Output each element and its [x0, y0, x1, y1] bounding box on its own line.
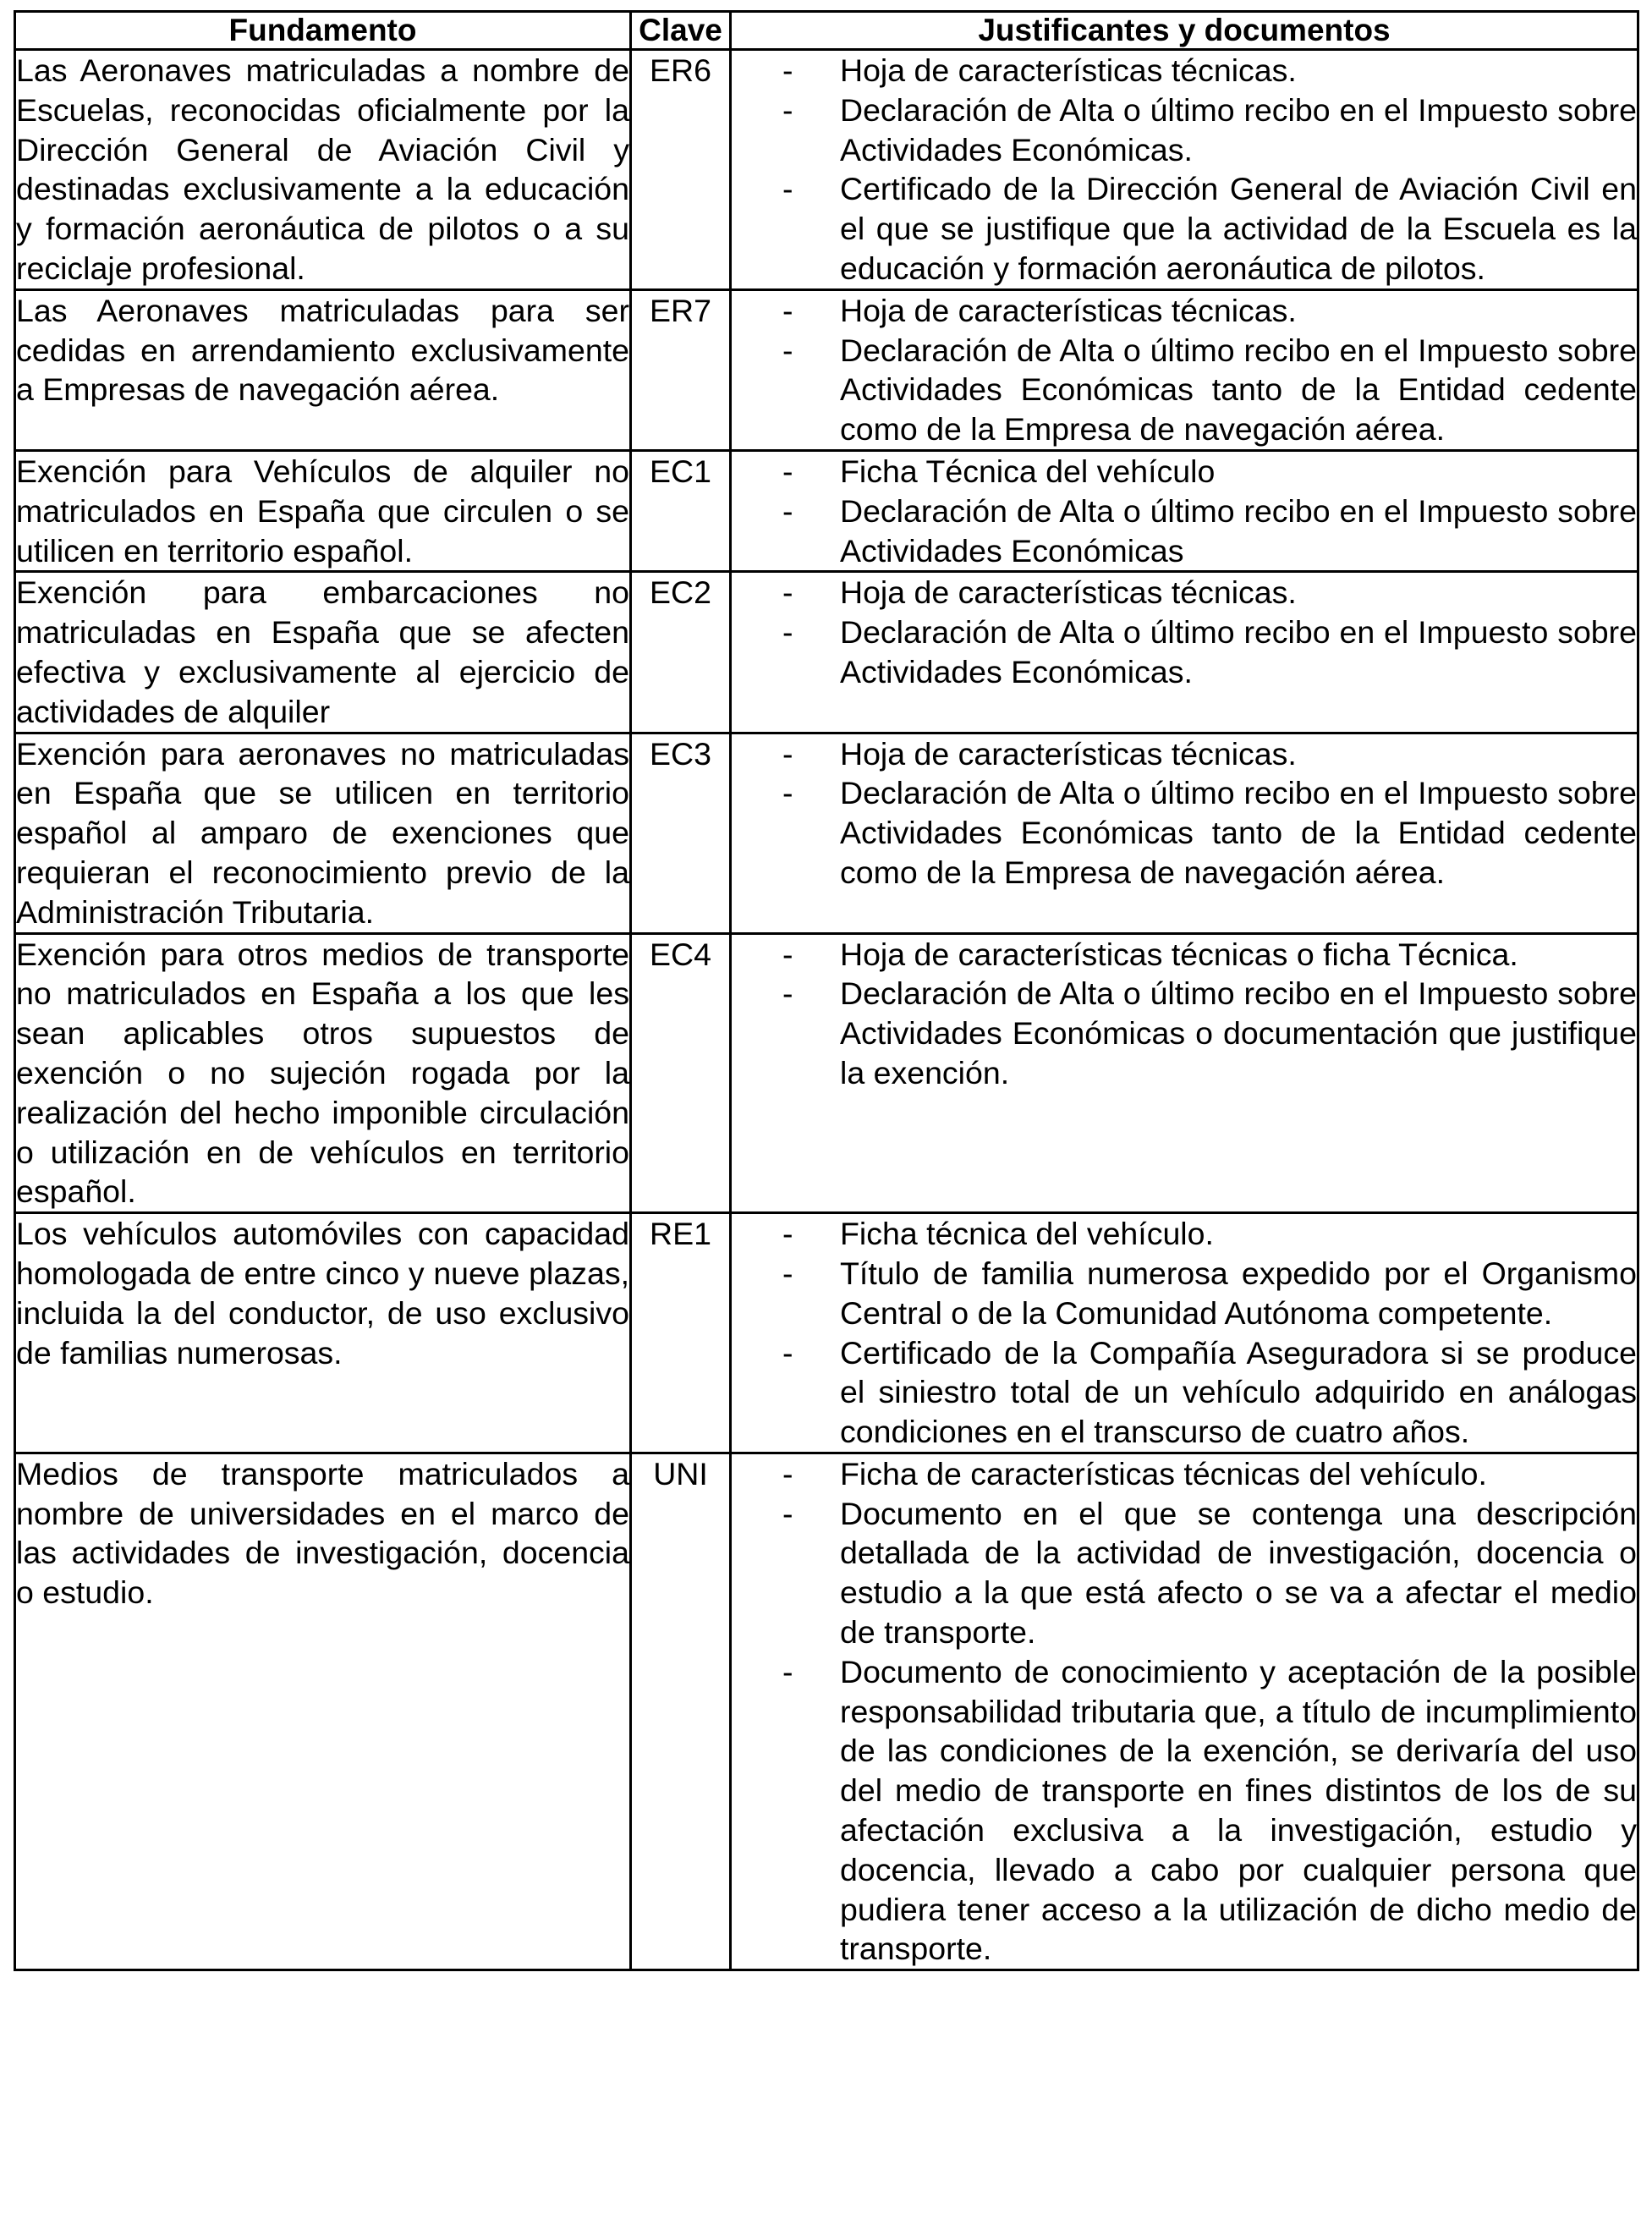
justificantes-cell — [731, 450, 1638, 571]
justificantes-cell — [731, 572, 1638, 733]
clave-cell: EC4 — [631, 933, 731, 1213]
justificantes-cell — [731, 1453, 1638, 1970]
justificantes-cell — [731, 50, 1638, 290]
document-list-item — [732, 935, 1637, 975]
document-item-text: Certificado de la Compañía Aseguradora si se produce el siniestro total de un vehículo adquirido en análogas condiciones en el transcurso de cuatro años. — [840, 1334, 1637, 1450]
fundamento-cell: Las Aeronaves matriculadas para ser cedidas en arrendamiento exclusivamente a Empresas de navegación aérea. — [15, 289, 631, 450]
list-dash-marker: - — [782, 775, 793, 811]
document-list — [732, 734, 1637, 893]
document-list-item — [732, 291, 1637, 331]
document-list-item — [732, 734, 1637, 774]
fundamento-cell: Exención para Vehículos de alquiler no matriculados en España que circulen o se utilicen en territorio español. — [15, 450, 631, 571]
document-item-text: Documento en el que se contenga una descripción detallada de la actividad de investigación, docencia o estudio a la que está afecto o se va a afectar el medio de transporte. — [840, 1495, 1637, 1651]
document-item-text: Declaración de Alta o último recibo en el Impuesto sobre Actividades Económicas — [840, 492, 1637, 569]
table-row — [15, 289, 1638, 450]
list-dash-marker: - — [782, 975, 793, 1012]
document-item-text: Título de familia numerosa expedido por el Organismo Central o de la Comunidad Autónoma competente. — [840, 1255, 1637, 1331]
table-row — [15, 572, 1638, 733]
fundamento-cell: Medios de transporte matriculados a nombre de universidades en el marco de las actividades de investigación, docencia o estudio. — [15, 1453, 631, 1970]
fundamento-cell: Exención para aeronaves no matriculadas en España que se utilicen en territorio español al amparo de exenciones que requieran el reconocimiento previo de la Administración Tributaria. — [15, 733, 631, 933]
list-dash-marker: - — [782, 1495, 793, 1531]
table-row — [15, 733, 1638, 933]
document-list-item — [732, 1494, 1637, 1652]
document-item-text: Hoja de características técnicas. — [840, 574, 1297, 611]
table-header — [15, 12, 1638, 50]
table-row — [15, 50, 1638, 290]
document-item-text: Declaración de Alta o último recibo en el Impuesto sobre Actividades Económicas tanto de la Entidad cedente como de la Empresa de navegación aérea. — [840, 332, 1637, 448]
table-body — [15, 50, 1638, 1970]
document-list-item — [732, 492, 1637, 571]
list-dash-marker: - — [782, 91, 793, 128]
document-list — [732, 291, 1637, 449]
document-list-item — [732, 1254, 1637, 1333]
header-clave: Clave — [631, 12, 731, 50]
fundamento-cell: Las Aeronaves matriculadas a nombre de Escuelas, reconocidas oficialmente por la Dirección General de Aviación Civil y destinadas exclusivamente a la educación y formación aeronáutica de pilotos o a su reciclaje profesional. — [15, 50, 631, 290]
justificantes-cell — [731, 289, 1638, 450]
list-dash-marker: - — [782, 1455, 793, 1492]
justificantes-cell — [731, 933, 1638, 1213]
document-list-item — [732, 331, 1637, 449]
document-list-item — [732, 573, 1637, 613]
fundamento-cell: Los vehículos automóviles con capacidad homologada de entre cinco y nueve plazas, incluida la del conductor, de uso exclusivo de familias numerosas. — [15, 1213, 631, 1453]
list-dash-marker: - — [782, 1334, 793, 1371]
document-list-item — [732, 51, 1637, 91]
list-dash-marker: - — [782, 171, 793, 207]
document-list-item — [732, 1333, 1637, 1452]
document-list-item — [732, 974, 1637, 1092]
clave-cell: EC3 — [631, 733, 731, 933]
fundamento-cell: Exención para embarcaciones no matriculadas en España que se afecten efectiva y exclusivamente al ejercicio de actividades de alquiler — [15, 572, 631, 733]
document-list-item — [732, 1652, 1637, 1969]
clave-cell: ER6 — [631, 50, 731, 290]
document-list — [732, 1214, 1637, 1452]
document-list — [732, 51, 1637, 288]
document-item-text: Ficha de características técnicas del vehículo. — [840, 1455, 1487, 1492]
fundamento-cell: Exención para otros medios de transporte no matriculados en España a los que les sean aplicables otros supuestos de exención o no sujeción rogada por la realización del hecho imponible circulación o utilización en de vehículos en territorio español. — [15, 933, 631, 1213]
document-item-text: Ficha técnica del vehículo. — [840, 1216, 1214, 1252]
list-dash-marker: - — [782, 332, 793, 368]
document-list-item — [732, 169, 1637, 288]
document-item-text: Declaración de Alta o último recibo en el Impuesto sobre Actividades Económicas. — [840, 614, 1637, 689]
list-dash-marker: - — [782, 574, 793, 611]
document-item-text: Declaración de Alta o último recibo en el Impuesto sobre Actividades Económicas. — [840, 91, 1637, 168]
header-justificantes: Justificantes y documentos — [731, 12, 1638, 50]
justificantes-cell — [731, 733, 1638, 933]
clave-cell: RE1 — [631, 1213, 731, 1453]
document-list-item — [732, 1214, 1637, 1254]
document-item-text: Hoja de características técnicas. — [840, 292, 1297, 328]
list-dash-marker: - — [782, 1653, 793, 1689]
document-list-item — [732, 452, 1637, 492]
document-item-text: Hoja de características técnicas. — [840, 52, 1297, 88]
document-item-text: Documento de conocimiento y aceptación de la posible responsabilidad tributaria que, a título de incumplimiento de las condiciones de la exención, se derivaría del uso del medio de transporte en fines distintos de los de su afectación exclusiva a la investigación, estudio y docencia, llevado a cabo por cualquier persona que pudiera tener acceso a la utilización de dicho medio de transporte. — [840, 1653, 1637, 1967]
document-item-text: Ficha Técnica del vehículo — [840, 453, 1216, 489]
document-item-text: Declaración de Alta o último recibo en el Impuesto sobre Actividades Económicas o documentación que justifique la exención. — [840, 975, 1637, 1091]
list-dash-marker: - — [782, 492, 793, 529]
exemptions-table — [14, 10, 1639, 1971]
document-item-text: Hoja de características técnicas. — [840, 735, 1297, 772]
header-fundamento: Fundamento — [15, 12, 631, 50]
header-row — [15, 12, 1638, 50]
document-list-item — [732, 613, 1637, 692]
document-list-item — [732, 1454, 1637, 1494]
table-row — [15, 1213, 1638, 1453]
list-dash-marker: - — [782, 292, 793, 328]
document-item-text: Certificado de la Dirección General de Aviación Civil en el que se justifique que la actividad de la Escuela es la educación y formación aeronáutica de pilotos. — [840, 171, 1637, 286]
clave-cell: UNI — [631, 1453, 731, 1970]
list-dash-marker: - — [782, 1255, 793, 1291]
list-dash-marker: - — [782, 52, 793, 88]
list-dash-marker: - — [782, 453, 793, 489]
document-list — [732, 935, 1637, 1093]
list-dash-marker: - — [782, 1216, 793, 1252]
clave-cell: EC1 — [631, 450, 731, 571]
clave-cell: ER7 — [631, 289, 731, 450]
document-item-text: Hoja de características técnicas o ficha Técnica. — [840, 936, 1518, 972]
document-list — [732, 1454, 1637, 1969]
list-dash-marker: - — [782, 614, 793, 651]
justificantes-cell — [731, 1213, 1638, 1453]
document-item-text: Declaración de Alta o último recibo en el Impuesto sobre Actividades Económicas tanto de la Entidad cedente como de la Empresa de navegación aérea. — [840, 775, 1637, 890]
document-list — [732, 573, 1637, 691]
table-row — [15, 450, 1638, 571]
list-dash-marker: - — [782, 936, 793, 972]
table-row — [15, 933, 1638, 1213]
list-dash-marker: - — [782, 735, 793, 772]
document-list-item — [732, 773, 1637, 892]
document-list-item — [732, 91, 1637, 170]
clave-cell: EC2 — [631, 572, 731, 733]
table-row — [15, 1453, 1638, 1970]
document-list — [732, 452, 1637, 570]
